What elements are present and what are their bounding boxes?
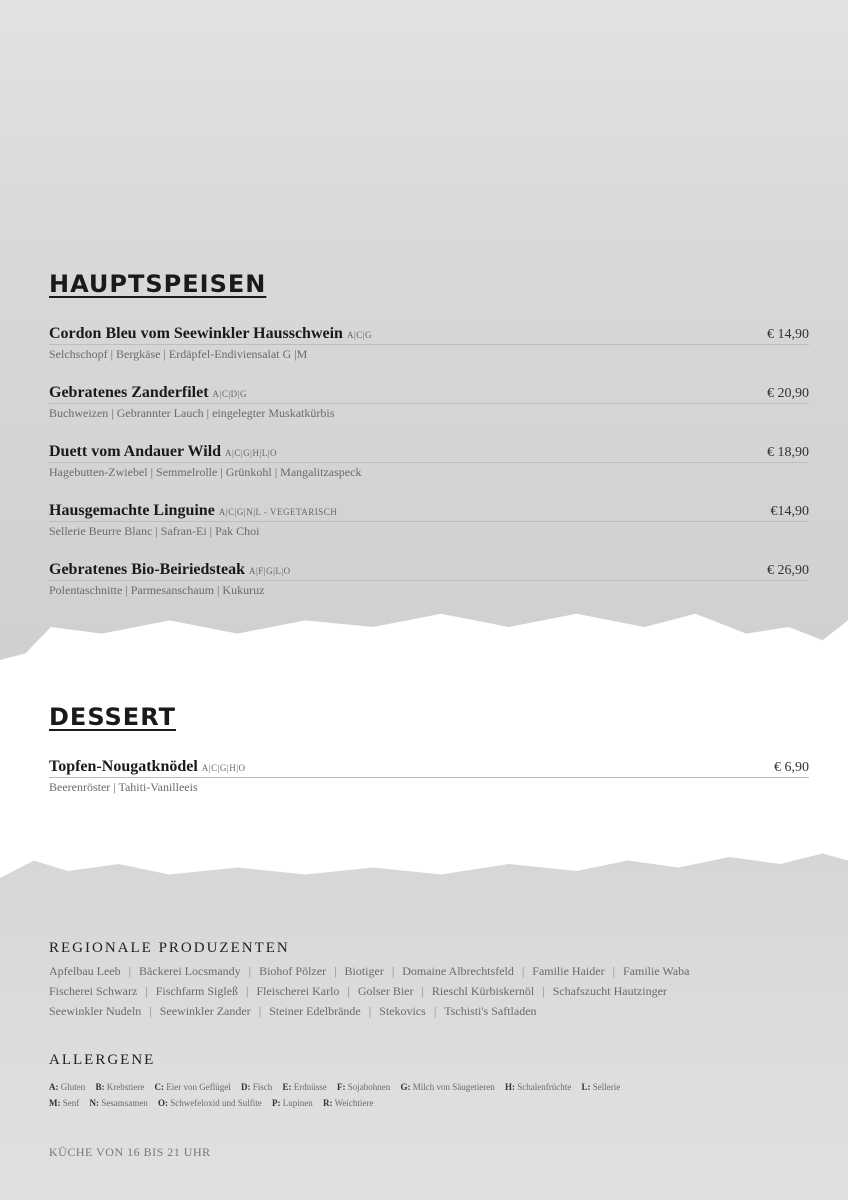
dish-name: Cordon Bleu vom Seewinkler Hausschwein bbox=[49, 325, 343, 342]
legend-entry: L: Sellerie bbox=[581, 1082, 621, 1092]
legend-line bbox=[49, 1095, 809, 1111]
producer-name: Seewinkler Nudeln bbox=[49, 1004, 142, 1018]
menu-item bbox=[49, 758, 809, 795]
producers-title: REGIONALE PRODUZENTEN bbox=[49, 940, 290, 956]
producers-line: Apfelbau Leeb | Bäckerei Locsmandy | Biohof Pölzer | Biotiger | Domaine Albrechtsfeld | Familie Haider | Familie Waba bbox=[49, 964, 690, 978]
legend-entry: O: Schwefeloxid und Sulfite bbox=[158, 1098, 262, 1108]
producer-name: Seewinkler Zander bbox=[159, 1004, 251, 1018]
dish-allergens: A|F|G|L|O bbox=[248, 566, 291, 576]
producer-name: Tschisti's Saftladen bbox=[444, 1004, 537, 1018]
legend-entry: A: Gluten bbox=[49, 1082, 86, 1092]
producer-name: Schafszucht Hautzinger bbox=[552, 984, 667, 998]
legend-line bbox=[49, 1079, 809, 1095]
producer-name: Biotiger bbox=[344, 964, 384, 978]
section-title-dessert: DESSERT bbox=[49, 703, 176, 731]
producer-name: Apfelbau Leeb bbox=[49, 964, 121, 978]
producer-name: Fischfarm Sigleß bbox=[155, 984, 239, 998]
dish-name: Gebratenes Zanderfilet bbox=[49, 384, 209, 401]
dish-price: €14,90 bbox=[770, 504, 809, 519]
legend-entry: M: Senf bbox=[49, 1098, 80, 1108]
producer-name: Familie Haider bbox=[532, 964, 605, 978]
legend-entry: B: Krebstiere bbox=[95, 1082, 145, 1092]
legend-entry: P: Lupinen bbox=[272, 1098, 313, 1108]
menu-item-header bbox=[49, 502, 809, 522]
dish-price: € 6,90 bbox=[774, 760, 809, 775]
legend-entry: C: Eier von Geflügel bbox=[154, 1082, 231, 1092]
menu-item-header bbox=[49, 561, 809, 581]
producer-name: Fischerei Schwarz bbox=[49, 984, 138, 998]
dish-price: € 14,90 bbox=[767, 327, 809, 342]
producer-name: Domaine Albrechtsfeld bbox=[402, 964, 514, 978]
menu-item-header bbox=[49, 758, 809, 778]
dish-description: Beerenröster | Tahiti-Vanilleeis bbox=[49, 780, 198, 794]
dish-name: Hausgemachte Linguine bbox=[49, 502, 215, 519]
menu-item bbox=[49, 384, 809, 421]
legend-entry: H: Schalenfrüchte bbox=[504, 1082, 572, 1092]
dish-description: Buchweizen | Gebrannter Lauch | eingelegter Muskatkürbis bbox=[49, 406, 335, 420]
dish-price: € 18,90 bbox=[767, 445, 809, 460]
dish-allergens: A|C|G bbox=[346, 330, 373, 340]
section-title-hauptspeisen: HAUPTSPEISEN bbox=[49, 270, 267, 298]
legend-entry: F: Sojabohnen bbox=[336, 1082, 391, 1092]
kitchen-hours: KÜCHE VON 16 BIS 21 UHR bbox=[49, 1145, 211, 1159]
producer-name: Golser Bier bbox=[357, 984, 414, 998]
legend-entry: G: Milch von Säugetieren bbox=[400, 1082, 495, 1092]
dish-description: Polentaschnitte | Parmesanschaum | Kukuruz bbox=[49, 583, 265, 597]
dish-name: Duett vom Andauer Wild bbox=[49, 443, 222, 460]
dish-description: Hagebutten-Zwiebel | Semmelrolle | Grünkohl | Mangalitzaspeck bbox=[49, 465, 362, 479]
dish-price: € 26,90 bbox=[767, 563, 809, 578]
producer-name: Fleischerei Karlo bbox=[256, 984, 340, 998]
dish-allergens: A|C|D|G bbox=[212, 389, 247, 399]
menu-item bbox=[49, 502, 809, 539]
dish-description: Selchschopf | Bergkäse | Erdäpfel-Endiviensalat G |M bbox=[49, 347, 308, 361]
menu-item-header bbox=[49, 443, 809, 463]
legend-entry: R: Weichtiere bbox=[323, 1098, 374, 1108]
producer-name: Bäckerei Locsmandy bbox=[139, 964, 241, 978]
producers-line: Seewinkler Nudeln | Seewinkler Zander | Steiner Edelbrände | Stekovics | Tschisti's Saftladen bbox=[49, 1004, 537, 1018]
dish-name: Gebratenes Bio-Beiriedsteak bbox=[49, 561, 245, 578]
dish-name: Topfen-Nougatknödel bbox=[49, 758, 198, 775]
dish-allergens: A|C|G|H|L|O bbox=[225, 448, 278, 458]
menu-item-header bbox=[49, 325, 809, 345]
producers-list bbox=[49, 961, 809, 1021]
allergens-legend bbox=[49, 1079, 809, 1111]
dish-allergens: A|C|G|N|L - VEGETARISCH bbox=[218, 507, 338, 517]
producer-name: Familie Waba bbox=[622, 964, 690, 978]
menu-item-header bbox=[49, 384, 809, 404]
dish-allergens: A|C|G|H|O bbox=[201, 763, 246, 773]
menu-item bbox=[49, 561, 809, 598]
legend-entry: N: Sesamsamen bbox=[89, 1098, 148, 1108]
legend-entry: E: Erdnüsse bbox=[282, 1082, 327, 1092]
allergens-title: ALLERGENE bbox=[49, 1052, 156, 1068]
producer-name: Rieschl Kürbiskernöl bbox=[431, 984, 535, 998]
producer-name: Steiner Edelbrände bbox=[269, 1004, 361, 1018]
menu-item bbox=[49, 443, 809, 480]
dish-description: Sellerie Beurre Blanc | Safran-Ei | Pak Choi bbox=[49, 524, 260, 538]
dish-price: € 20,90 bbox=[767, 386, 809, 401]
legend-entry: D: Fisch bbox=[240, 1082, 273, 1092]
producers-line: Fischerei Schwarz | Fischfarm Sigleß | Fleischerei Karlo | Golser Bier | Rieschl Kürbiskernöl | Schafszucht Hautzinger bbox=[49, 984, 667, 998]
menu-item bbox=[49, 325, 809, 362]
producer-name: Biohof Pölzer bbox=[259, 964, 327, 978]
producer-name: Stekovics bbox=[379, 1004, 426, 1018]
